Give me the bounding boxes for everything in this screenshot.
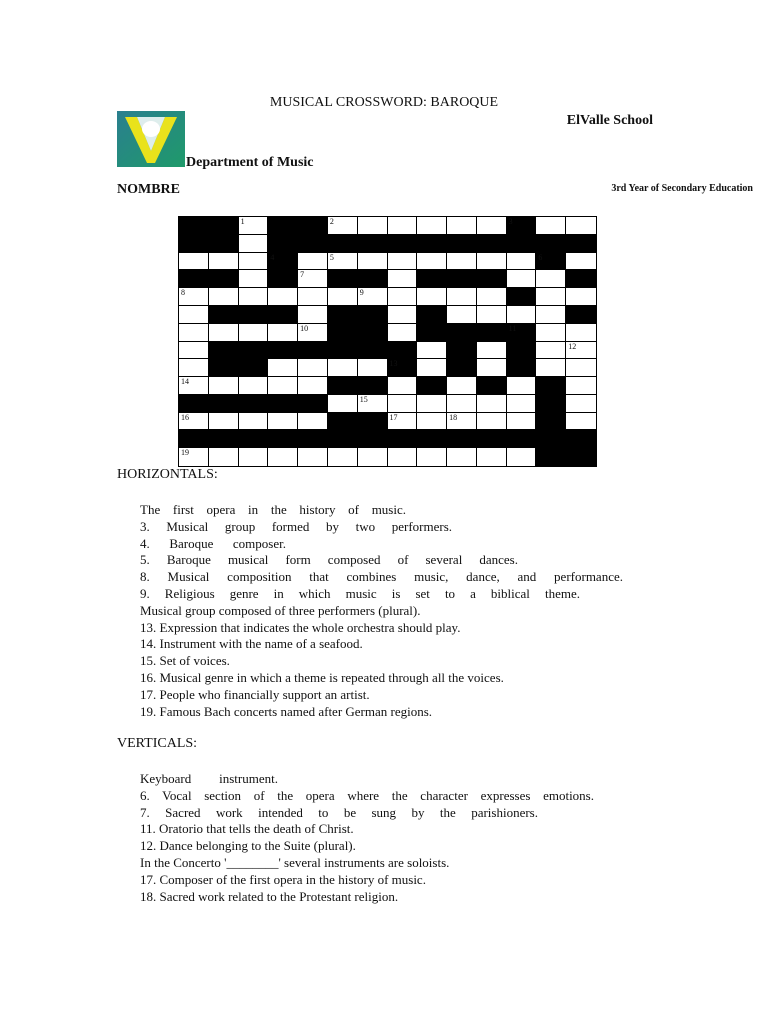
crossword-cell[interactable] [566, 395, 596, 413]
crossword-cell[interactable] [388, 377, 418, 395]
crossword-block [417, 377, 447, 395]
crossword-block [298, 395, 328, 413]
crossword-block [239, 342, 269, 360]
crossword-cell[interactable] [417, 217, 447, 235]
name-label: NOMBRE [117, 182, 180, 197]
crossword-block [358, 430, 388, 448]
crossword-cell[interactable] [358, 395, 388, 413]
crossword-block [507, 342, 537, 360]
crossword-block [298, 217, 328, 235]
crossword-cell[interactable] [388, 288, 418, 306]
crossword-cell[interactable] [507, 377, 537, 395]
crossword-block [328, 306, 358, 324]
crossword-cell[interactable] [447, 306, 477, 324]
crossword-cell[interactable] [239, 253, 269, 271]
crossword-cell[interactable] [239, 270, 269, 288]
crossword-cell[interactable] [179, 413, 209, 431]
crossword-block [209, 217, 239, 235]
crossword-block [328, 342, 358, 360]
crossword-block [507, 288, 537, 306]
crossword-cell[interactable] [298, 413, 328, 431]
crossword-block [477, 235, 507, 253]
crossword-cell[interactable] [209, 253, 239, 271]
clue-number: 15 [359, 394, 368, 404]
crossword-cell[interactable] [447, 395, 477, 413]
clue-item: 16. Musical genre in which a theme is repeated through all the voices. [140, 669, 504, 685]
crossword-cell[interactable] [388, 413, 418, 431]
crossword-cell[interactable] [447, 448, 477, 466]
clue-number: 10 [300, 323, 309, 333]
clue-item: 13. Expression that indicates the whole orchestra should play. [140, 619, 461, 635]
crossword-cell[interactable] [328, 448, 358, 466]
crossword-cell[interactable] [328, 395, 358, 413]
crossword-block [358, 306, 388, 324]
vertical-clues [140, 771, 630, 905]
crossword-block [298, 342, 328, 360]
crossword-block [477, 324, 507, 342]
clue-item: Keyboard instrument. [140, 771, 278, 786]
crossword-cell[interactable] [268, 377, 298, 395]
crossword-cell[interactable] [209, 377, 239, 395]
crossword-block [447, 235, 477, 253]
crossword-cell[interactable] [179, 253, 209, 271]
crossword-cell[interactable] [298, 377, 328, 395]
clue-item: Musical group composed of three performers (plural). [140, 602, 421, 618]
crossword-cell[interactable] [417, 359, 447, 377]
crossword-cell[interactable] [566, 359, 596, 377]
crossword-cell[interactable] [536, 270, 566, 288]
clue-item: 9. Religious genre in which music is set to a biblical theme. [140, 585, 580, 601]
crossword-cell[interactable] [388, 395, 418, 413]
clue-number: 2 [329, 217, 334, 226]
crossword-block [328, 235, 358, 253]
crossword-block [536, 253, 566, 271]
crossword-cell[interactable] [358, 359, 388, 377]
crossword-cell[interactable] [477, 306, 507, 324]
crossword-cell[interactable] [179, 359, 209, 377]
crossword-block [209, 359, 239, 377]
crossword-block [239, 395, 269, 413]
crossword-cell[interactable] [417, 342, 447, 360]
crossword-block [417, 306, 447, 324]
horizontals-heading: HORIZONTALS: [117, 467, 218, 482]
clue-item: 18. Sacred work related to the Protestant religion. [140, 888, 399, 904]
course-year: 3rd Year of Secondary Education [611, 183, 753, 194]
crossword-cell[interactable] [566, 342, 596, 360]
crossword-block [268, 430, 298, 448]
crossword-cell[interactable] [566, 377, 596, 395]
crossword-block [179, 235, 209, 253]
clue-item: 17. People who financially support an artist. [140, 686, 370, 702]
crossword-block [179, 217, 209, 235]
crossword-cell[interactable] [268, 448, 298, 466]
crossword-block [358, 270, 388, 288]
crossword-cell[interactable] [179, 306, 209, 324]
crossword-cell[interactable] [298, 270, 328, 288]
clue-item: 19. Famous Bach concerts named after German regions. [140, 703, 433, 719]
crossword-cell[interactable] [536, 324, 566, 342]
clue-number: 11 [508, 323, 517, 333]
clue-item: 12. Dance belonging to the Suite (plural). [140, 838, 356, 854]
crossword-cell[interactable] [417, 448, 447, 466]
clue-number: 5 [329, 252, 334, 262]
crossword-block [536, 430, 566, 448]
crossword-block [507, 324, 537, 342]
crossword-block [536, 235, 566, 253]
crossword-block [536, 448, 566, 466]
crossword-cell[interactable] [566, 217, 596, 235]
clue-item: 15. Set of voices. [140, 653, 230, 669]
clue-number: 3 [508, 217, 513, 226]
crossword-cell[interactable] [566, 413, 596, 431]
crossword-block [507, 235, 537, 253]
crossword-block [477, 270, 507, 288]
crossword-block [477, 430, 507, 448]
crossword-block [358, 324, 388, 342]
crossword-cell[interactable] [536, 342, 566, 360]
clue-item: 6. Vocal section of the opera where the character expresses emotions. [140, 787, 594, 803]
department-name: Department of Music [186, 155, 314, 170]
crossword-block [388, 430, 418, 448]
crossword-cell[interactable] [209, 413, 239, 431]
crossword-cell[interactable] [239, 217, 269, 235]
crossword-block [566, 430, 596, 448]
crossword-block [388, 235, 418, 253]
crossword-block [268, 253, 298, 271]
crossword-cell[interactable] [566, 253, 596, 271]
crossword-block [328, 413, 358, 431]
crossword-block [268, 235, 298, 253]
clue-number: 7 [300, 270, 305, 280]
crossword-cell[interactable] [507, 395, 537, 413]
crossword-block [536, 377, 566, 395]
crossword-cell[interactable] [388, 270, 418, 288]
clue-item: 4. Baroque composer. [140, 535, 286, 551]
crossword-cell[interactable] [239, 413, 269, 431]
crossword-block [209, 270, 239, 288]
crossword-block [179, 395, 209, 413]
crossword-block [268, 342, 298, 360]
crossword-block [447, 342, 477, 360]
clue-item: In the Concerto '________' several instruments are soloists. [140, 854, 450, 870]
crossword-cell[interactable] [507, 253, 537, 271]
crossword-block [209, 395, 239, 413]
crossword-cell[interactable] [477, 288, 507, 306]
crossword-cell[interactable] [477, 448, 507, 466]
crossword-cell[interactable] [298, 288, 328, 306]
crossword-block [298, 430, 328, 448]
crossword-cell[interactable] [298, 448, 328, 466]
crossword-cell[interactable] [536, 359, 566, 377]
crossword-cell[interactable] [268, 413, 298, 431]
crossword-block [328, 270, 358, 288]
crossword-cell[interactable] [417, 288, 447, 306]
crossword-cell[interactable] [536, 288, 566, 306]
crossword-block [239, 430, 269, 448]
horizontal-clues [140, 502, 630, 720]
crossword-block [566, 235, 596, 253]
clue-number: 1 [240, 217, 245, 226]
crossword-cell[interactable] [447, 413, 477, 431]
crossword-cell[interactable] [239, 377, 269, 395]
crossword-cell[interactable] [536, 306, 566, 324]
crossword-cell[interactable] [417, 253, 447, 271]
clue-number: 14 [181, 377, 189, 387]
crossword-cell[interactable] [388, 448, 418, 466]
crossword-cell[interactable] [566, 288, 596, 306]
crossword-cell[interactable] [268, 359, 298, 377]
crossword-cell[interactable] [209, 288, 239, 306]
crossword-block [417, 324, 447, 342]
clue-number: 8 [181, 288, 185, 298]
crossword-cell[interactable] [536, 217, 566, 235]
crossword-block [536, 395, 566, 413]
crossword-cell[interactable] [179, 377, 209, 395]
crossword-block [328, 430, 358, 448]
crossword-cell[interactable] [358, 217, 388, 235]
crossword-block [298, 235, 328, 253]
crossword-block [417, 430, 447, 448]
page-title: MUSICAL CROSSWORD: BAROQUE [269, 95, 499, 110]
crossword-cell[interactable] [179, 288, 209, 306]
crossword-block [268, 217, 298, 235]
crossword-block [358, 235, 388, 253]
clue-number: 9 [359, 288, 364, 298]
crossword-cell[interactable] [179, 342, 209, 360]
crossword-block [209, 342, 239, 360]
clue-number: 18 [449, 412, 458, 422]
crossword-cell[interactable] [417, 395, 447, 413]
crossword-cell[interactable] [328, 217, 358, 235]
crossword-cell[interactable] [328, 253, 358, 271]
clue-item: 5. Baroque musical form composed of several dances. [140, 552, 518, 568]
clue-item: 17. Composer of the first opera in the history of music. [140, 871, 426, 887]
clue-number: 19 [181, 448, 189, 458]
crossword-cell[interactable] [209, 448, 239, 466]
crossword-cell[interactable] [388, 217, 418, 235]
clue-item: 14. Instrument with the name of a seafood. [140, 636, 363, 652]
crossword-cell[interactable] [477, 342, 507, 360]
crossword-cell[interactable] [477, 359, 507, 377]
crossword-block [268, 395, 298, 413]
crossword-cell[interactable] [328, 288, 358, 306]
clue-item: 8. Musical composition that combines music, dance, and performance. [140, 569, 623, 585]
clue-number: 12 [568, 341, 577, 351]
crossword-cell[interactable] [507, 448, 537, 466]
crossword-cell[interactable] [358, 448, 388, 466]
clue-item: 7. Sacred work intended to be sung by the parishioners. [140, 804, 538, 820]
crossword-block [209, 306, 239, 324]
clue-number: 13 [389, 359, 398, 369]
crossword-block [209, 430, 239, 448]
crossword-cell[interactable] [268, 324, 298, 342]
crossword-cell[interactable] [209, 324, 239, 342]
crossword-cell[interactable] [179, 324, 209, 342]
crossword-cell[interactable] [566, 324, 596, 342]
crossword-block [239, 359, 269, 377]
clue-number: 6 [538, 252, 543, 262]
crossword-block [417, 270, 447, 288]
crossword-cell[interactable] [447, 377, 477, 395]
crossword-block [179, 430, 209, 448]
crossword-grid[interactable] [178, 216, 597, 467]
verticals-heading: VERTICALS: [117, 736, 198, 751]
crossword-block [358, 342, 388, 360]
crossword-cell[interactable] [388, 253, 418, 271]
crossword-block [209, 235, 239, 253]
crossword-cell[interactable] [477, 413, 507, 431]
clue-item: The first opera in the history of music. [140, 502, 406, 517]
crossword-cell[interactable] [417, 413, 447, 431]
crossword-block [239, 306, 269, 324]
crossword-block [507, 217, 537, 235]
crossword-cell[interactable] [239, 235, 269, 253]
crossword-block [447, 359, 477, 377]
crossword-cell[interactable] [239, 324, 269, 342]
crossword-block [566, 448, 596, 466]
crossword-block [447, 270, 477, 288]
crossword-block [417, 235, 447, 253]
crossword-block [507, 359, 537, 377]
crossword-cell[interactable] [447, 217, 477, 235]
clue-number: 4 [270, 252, 275, 262]
crossword-cell[interactable] [179, 448, 209, 466]
crossword-block [447, 430, 477, 448]
crossword-cell[interactable] [507, 270, 537, 288]
crossword-block [566, 306, 596, 324]
school-name: ElValle School [566, 113, 653, 128]
crossword-block [388, 359, 418, 377]
crossword-cell[interactable] [298, 253, 328, 271]
school-logo [117, 111, 185, 167]
crossword-cell[interactable] [477, 253, 507, 271]
crossword-cell[interactable] [507, 413, 537, 431]
crossword-cell[interactable] [477, 395, 507, 413]
crossword-block [179, 270, 209, 288]
crossword-cell[interactable] [507, 306, 537, 324]
crossword-cell[interactable] [447, 288, 477, 306]
crossword-cell[interactable] [358, 253, 388, 271]
crossword-cell[interactable] [477, 217, 507, 235]
crossword-cell[interactable] [388, 306, 418, 324]
crossword-cell[interactable] [358, 288, 388, 306]
clue-number: 17 [389, 412, 398, 422]
crossword-cell[interactable] [298, 324, 328, 342]
crossword-cell[interactable] [239, 448, 269, 466]
crossword-block [358, 413, 388, 431]
crossword-block [358, 377, 388, 395]
clue-item: 11. Oratorio that tells the death of Christ. [140, 821, 354, 837]
crossword-cell[interactable] [388, 324, 418, 342]
crossword-cell[interactable] [328, 359, 358, 377]
crossword-block [477, 377, 507, 395]
crossword-block [388, 342, 418, 360]
crossword-block [536, 413, 566, 431]
crossword-cell[interactable] [298, 359, 328, 377]
crossword-block [507, 430, 537, 448]
crossword-block [268, 270, 298, 288]
crossword-cell[interactable] [239, 288, 269, 306]
crossword-block [268, 306, 298, 324]
crossword-block [566, 270, 596, 288]
clue-item: 3. Musical group formed by two performers. [140, 518, 452, 534]
clue-number: 16 [181, 412, 189, 422]
crossword-cell[interactable] [268, 288, 298, 306]
crossword-cell[interactable] [447, 253, 477, 271]
crossword-cell[interactable] [298, 306, 328, 324]
crossword-block [328, 377, 358, 395]
crossword-block [328, 324, 358, 342]
crossword-block [447, 324, 477, 342]
